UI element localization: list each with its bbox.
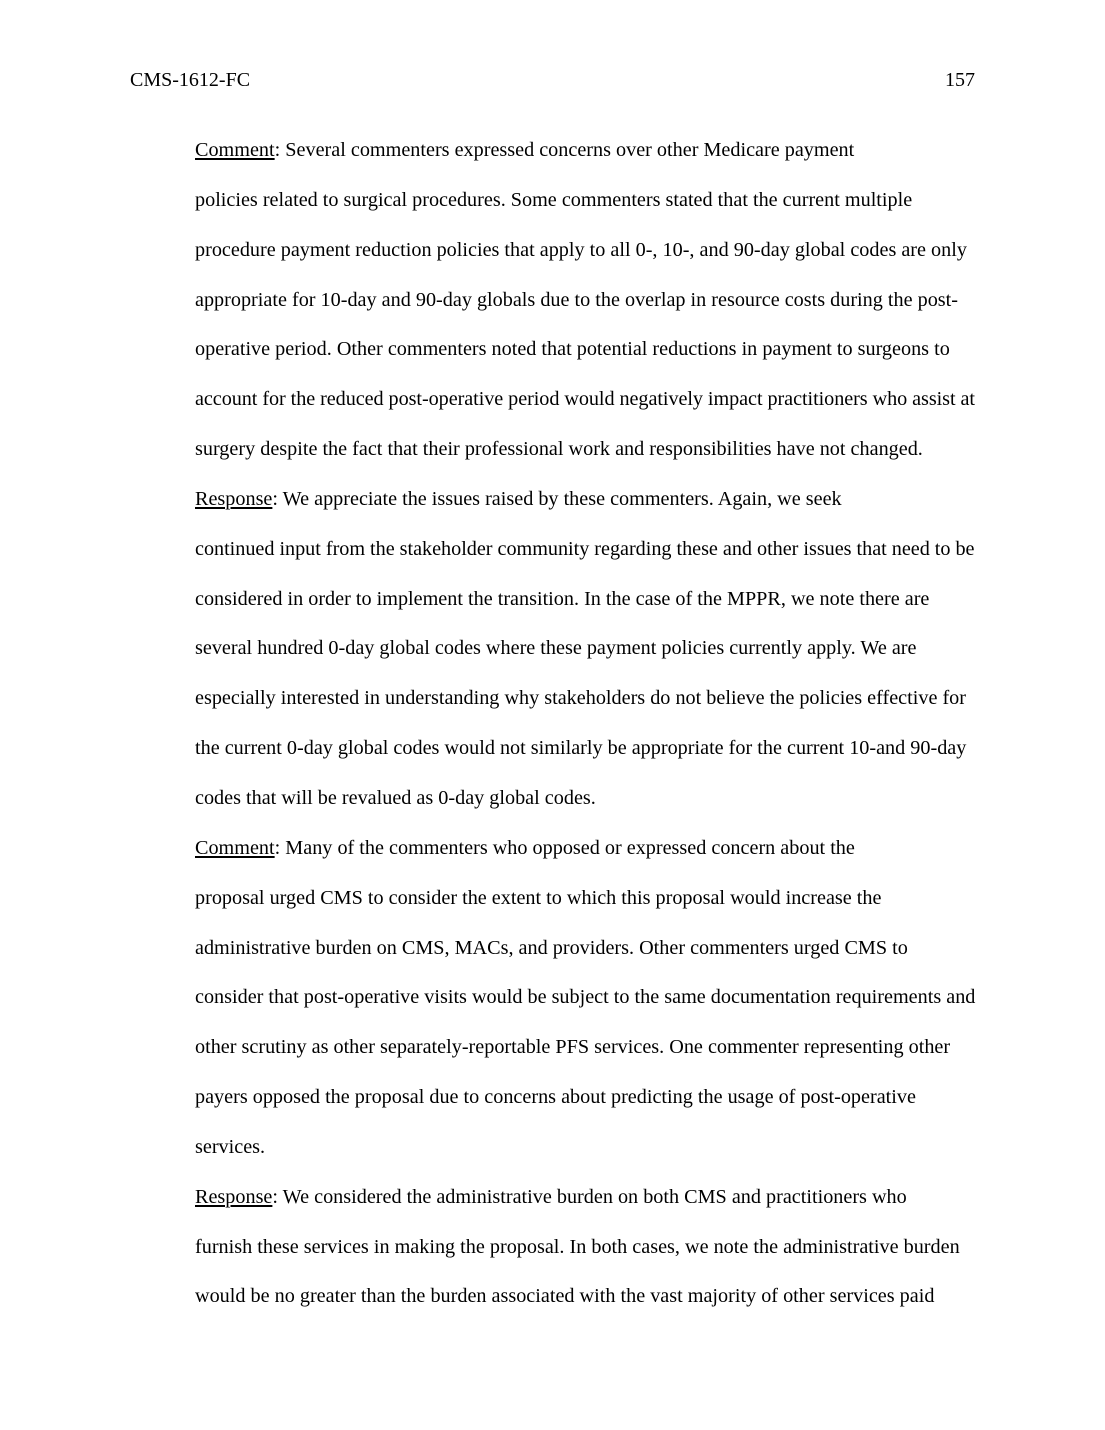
document-body xyxy=(130,126,975,1322)
text-line: policies related to surgical procedures. Some commenters stated that the current multiple xyxy=(195,188,913,211)
text-line: administrative burden on CMS, MACs, and providers. Other commenters urged CMS to xyxy=(195,936,908,959)
text-line: other scrutiny as other separately-reportable PFS services. One commenter representing other xyxy=(195,1036,951,1059)
text-line: Comment: Several commenters expressed concerns over other Medicare payment xyxy=(195,139,855,161)
text-line: codes that will be revalued as 0-day global codes. xyxy=(195,786,596,809)
page-number: 157 xyxy=(945,69,975,91)
comment-label: Comment xyxy=(195,139,275,161)
text-line: Comment: Many of the commenters who opposed or expressed concern about the xyxy=(195,836,855,859)
text-line: consider that post-operative visits would be subject to the same documentation requirements and xyxy=(195,986,976,1009)
document-id: CMS-1612-FC xyxy=(130,69,251,91)
text-line: services. xyxy=(195,1135,266,1158)
text-line: continued input from the stakeholder community regarding these and other issues that need to be xyxy=(195,537,975,560)
comment-paragraph xyxy=(130,824,975,1173)
text-line: several hundred 0-day global codes where these payment policies currently apply. We are xyxy=(195,637,917,660)
text-line: surgery despite the fact that their professional work and responsibilities have not changed. xyxy=(195,438,923,461)
text-line: Response: We appreciate the issues raised by these commenters. Again, we seek xyxy=(195,487,842,510)
text-line: payers opposed the proposal due to concerns about predicting the usage of post-operative xyxy=(195,1086,916,1109)
text-line: appropriate for 10-day and 90-day globals due to the overlap in resource costs during the post- xyxy=(195,288,958,311)
text-line: operative period. Other commenters noted that potential reductions in payment to surgeons to xyxy=(195,338,950,361)
response-paragraph xyxy=(130,1173,975,1323)
text-line: would be no greater than the burden associated with the vast majority of other services paid xyxy=(195,1285,935,1308)
text-line: account for the reduced post-operative period would negatively impact practitioners who assist at xyxy=(195,388,975,411)
text-line: the current 0-day global codes would not similarly be appropriate for the current 10-and 90-day xyxy=(195,737,967,760)
text-line: considered in order to implement the transition. In the case of the MPPR, we note there are xyxy=(195,587,930,610)
comment-label: Comment xyxy=(195,836,275,859)
comment-paragraph xyxy=(130,126,975,475)
text-line: proposal urged CMS to consider the extent to which this proposal would increase the xyxy=(195,886,882,909)
response-label: Response xyxy=(195,487,273,510)
text-line: furnish these services in making the proposal. In both cases, we note the administrative burden xyxy=(195,1235,960,1258)
text-line: Response: We considered the administrative burden on both CMS and practitioners who xyxy=(195,1185,907,1208)
response-label: Response xyxy=(195,1185,273,1208)
text-line: especially interested in understanding why stakeholders do not believe the policies effective for xyxy=(195,687,966,710)
response-paragraph xyxy=(130,475,975,824)
text-line: procedure payment reduction policies that apply to all 0-, 10-, and 90-day global codes are only xyxy=(195,238,967,261)
page-header xyxy=(130,66,975,94)
